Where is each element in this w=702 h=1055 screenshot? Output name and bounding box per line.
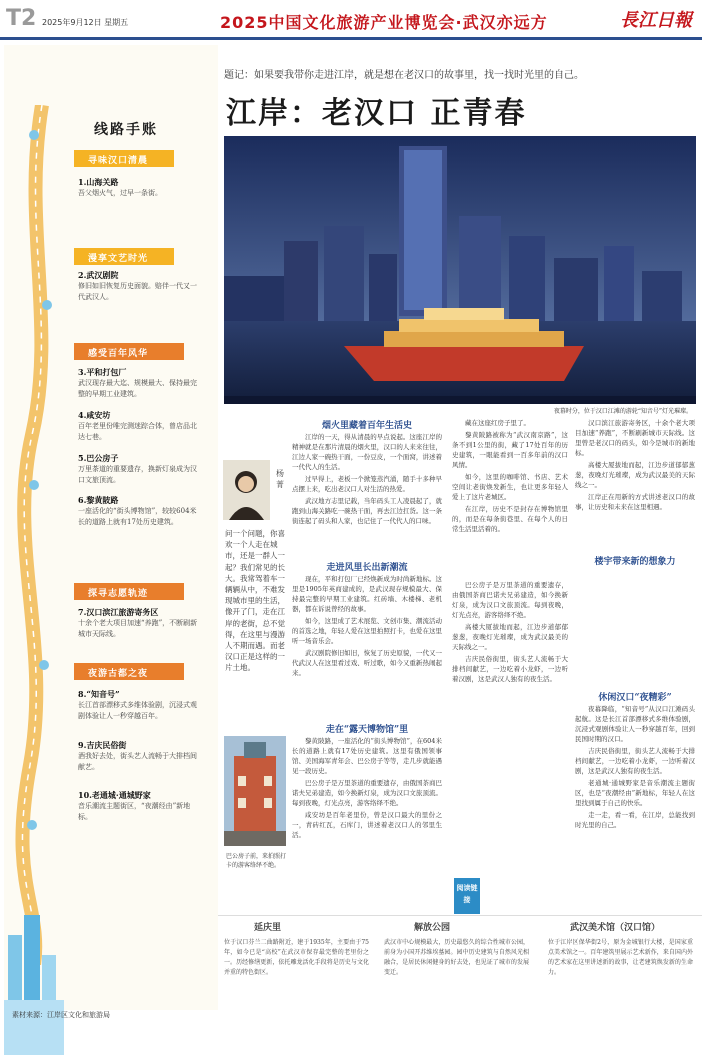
section-band: 感受百年风华 [74, 343, 184, 360]
source-note: 素材来源：江岸区文化和旅游局 [12, 1011, 110, 1019]
subhead: 楼宇带来新的想象力 [594, 557, 676, 567]
article-column: 汉口滨江旅游寄务区，十余个老大项目加速“养跑”，不断刷新城市天际线。这里曾是老汉口的码头，如今是城市的新地标。 高楼大厦拔地而起，江边步道郁郁葱葱，夜晚灯光璀璨，成为武汉最美的天际线之一。 江岸正在用新的方式讲述老汉口的故事，让历史和未来在这里相遇。 [575, 419, 695, 511]
bottom-band [218, 915, 702, 1015]
bottom-title: 武汉美术馆（汉口馆） [570, 923, 661, 933]
route-stop: 3.平和打包厂 武汉现存最大迄、规模最大、保持最完整的早期工业建筑。 [78, 367, 197, 398]
main-headline: 江岸：老汉口 正青春 [226, 96, 527, 131]
author-name: 杨 菁 [276, 469, 284, 489]
read-link-box: 阅读链接 [454, 878, 480, 914]
route-stop: 10.老通城·通城野家 音乐潮流主题街区，“夜潮经由”新地标。 [78, 790, 191, 821]
route-stop: 5.巴公房子 万里茶道的重要遗存，换新灯泉成为汉口文旅顶流。 [78, 453, 197, 484]
subhead: 走进风里长出新潮流 [326, 563, 408, 573]
main-photo [224, 136, 696, 404]
section-band: 夜游古都之夜 [74, 663, 184, 680]
route-stop: 1.山海关路 吾父烟火气，过早一条街。 [78, 177, 162, 197]
author-photo [223, 460, 270, 520]
page-header [0, 0, 702, 40]
article-column: 江岸的一天，得从清晨的早点说起。这座江岸的精神就是在那片清晨的烟火里，汉口的人来来往往，江边人家一碗热干面，一份豆皮，一个面窝，讲述着一代代人的生活。 过早得上，老板一个掀笼蒸汽涌，随手十多种早点摆上来，吃出老汉口人对生活的热爱。 武汉地方志里记载，当年码头工人凌晨起了，就跑到山海关路吃一碗热干面，再去江边扛货。这一条街连起了码头和人家，也记住了一代代人的口味。 [292, 433, 442, 525]
route-stop: 8.“知音号” 长江首部漂移式多维体验剧，沉浸式观剧体验让人一秒穿越百年。 [78, 689, 197, 720]
article-column: 巴公房子是万里茶道的重要遗存，由俄国茶商巴诺夫兄弟建造，如今换新灯泉，成为汉口文旅顶流。每到夜晚，灯光点亮，游客络绎不绝。 高楼大厦拔地而起，江边步道郁郁葱葱，夜晚灯光璀璨，成为武汉最美的天际线之一。 吉庆民俗街里，街头艺人流畅于大排档间献艺，一边吃着小龙虾，一边听着汉剧，这是武汉人独有的夜生活。 [452, 581, 568, 683]
bottom-title: 延庆里 [254, 923, 282, 933]
epigraph: 题记：如果要我带你走进江岸，就是想在老汉口的故事里，找一找时光里的自己。 [224, 70, 584, 81]
subhead: 烟火里藏着百年生活史 [321, 421, 412, 431]
small-photo [224, 736, 286, 846]
route-stop: 2.武汉剧院 修旧如旧恢复历史面貌。赔伴一代又一代武汉人。 [78, 270, 197, 301]
page-section-title: 2025中国文化旅游产业博览会·武汉亦远方 [220, 13, 548, 32]
route-stop: 4.咸安坊 百年老里份唯完测迷踪合体，曾店品北达七巷。 [78, 410, 197, 441]
bottom-text: 位于江岸区保华街2号，原为金城银行大楼，是国家重点美术馆之一。百年建筑里展示艺术新作，来自国内外的艺术家在这里讲述新的故事，让老建筑焕发新的生命力。 [548, 939, 693, 976]
subhead: 休闲汉口“夜精彩” [598, 693, 672, 703]
photo-caption: 夜幕时分，位于汉口江滩的游轮“知音号”灯光璀璨。 [553, 408, 692, 415]
route-stop: 7.汉口滨江旅游寄务区 十余个老大项目加速“养跑”，不断刷新城市天际线。 [78, 607, 198, 638]
route-sidebar [4, 45, 218, 1010]
bottom-text: 武汉市中心规模最大，历史最悠久的综合性城市公园，前身为小国开苏维埃墓园。园中历史建筑与自然风光相融合，是居民休闲健身的好去处，也见证了城市的发展变迁。 [384, 939, 529, 976]
bottom-title: 解放公园 [414, 923, 451, 933]
article-column: 夜幕降临，“知音号”从汉口江滩码头起航。这是长江首部漂移式多维体验剧，沉浸式观剧体验让人一秒穿越百年，回到民国时期的汉口。 吉庆民俗街里，街头艺人流畅于大排档间献艺，一边吃着小龙虾，一边听着汉剧，这是武汉人独有的夜生活。 老通城·通城野家是音乐潮流主题街区，也是“夜潮经由”新地标，年轻人在这里找到属于自己的快乐。 走一走，看一看，在江岸，总能找到时光里的自己。 [575, 705, 695, 829]
sidebar-title: 线路手账 [94, 122, 158, 138]
article-column: 黎黄陂路，一座活化的“街头博物馆”，在604米长的道路上就有17处历史建筑。这里有俄国领事馆、美国海军青年会、巴公房子等等，走几步就能遇见一段历史。 巴公房子是万里茶道的重要遗存，由俄国茶商巴诺夫兄弟建造，如今换新灯泉，成为汉口文旅顶流。每到夜晚，灯光点亮，游客络绎不绝。 咸安坊是百年老里份，曾是汉口最大的里份之一，青砖红瓦，石库门，讲述着老汉口人的邻里生活。 [292, 737, 442, 839]
section-band: 探寻志愿轨迹 [74, 583, 184, 600]
section-band: 寻味汉口清晨 [74, 150, 174, 167]
article-column: 藏在这座红房子里了。 黎黄陂路被称为“武汉南京路”，这条不到1公里的街，藏了17处百年的历史建筑，一眼能看到一百多年前的汉口风情。 如今，这里的咖啡馆、书店、艺术空间让老街焕发新生，也让更多年轻人爱上了这片老城区。 在江岸，历史不是封存在博物馆里的，而是在每条街巷里、在每个人的日常生活里活着的。 [452, 419, 568, 533]
route-stop: 9.吉庆民俗街 酒我好去处，街头艺人流畅于大排档间献艺。 [78, 740, 197, 771]
city-skyline-illustration [4, 905, 64, 1055]
section-band: 漫享文艺时光 [74, 248, 174, 265]
small-photo-caption: 巴公房子前，来拍照打卡的游客络绎不绝。 [226, 853, 287, 869]
route-stop: 6.黎黄陂路 一座活化的“街头博物馆”，较较604米长的道路上就有17处历史建筑。 [78, 495, 197, 526]
route-road-illustration [12, 105, 62, 965]
newspaper-logo: 長江日報 [620, 10, 692, 31]
page-number: T2 [6, 6, 37, 31]
bottom-text: 位于汉口芬兰二曲路附近，建于1935年，主要由于75年，如今已是“高校”在武汉市保存最完整的老里份之一。历经修缮更新，依托雕龙活化手段将是历史与文化并重的特色街区。 [224, 939, 369, 976]
subhead: 走在“露天博物馆”里 [325, 725, 409, 735]
issue-date: 2025年9月12日 星期五 [42, 18, 129, 27]
article-column: 现在，平和打包厂已经焕新成为时尚新地标。这里是1905年英商建成的，是武汉现存规模最大、保持最完整的早期工业建筑。红砖墙、木楼梯、老机器，都在诉说曾经的故事。 如今，这里成了艺术展览、文创市集、潮流活动的首选之地，年轻人爱在这里拍照打卡，也爱在这里听一场音乐会。 武汉剧院修旧如旧，恢复了历史原貌，一代又一代武汉人在这里看过戏、听过歌，如今又重新热闹起来。 [292, 575, 442, 677]
author-intro: 问一个问题，你喜欢一个人走在城市，还是一群人一起？我们常见的长大。我常驾着车一辆辆从中，不难发现城市里的生活，像开了门，走在江岸的老街，总不觉得，在这里与漫游人不期而遇。而老汉口正是这样的一片土地。 [225, 529, 285, 673]
